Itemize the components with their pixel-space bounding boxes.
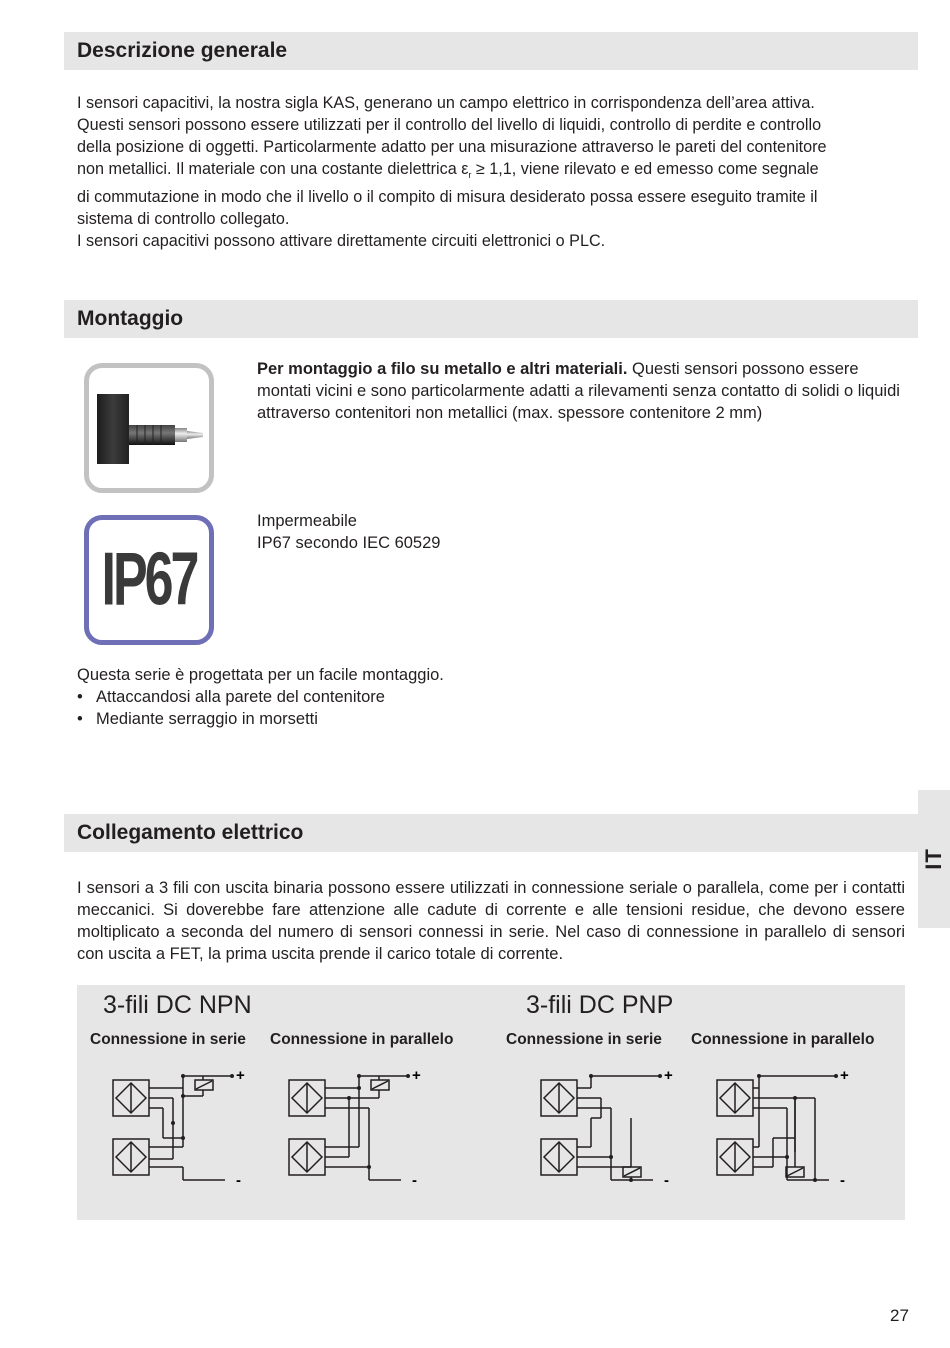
section-title: Montaggio <box>77 307 184 330</box>
bullet: • <box>77 710 83 728</box>
ip-line: Impermeabile <box>257 512 357 530</box>
flush-mount-icon <box>84 363 214 493</box>
wiring-diagrams-panel <box>77 985 905 1220</box>
epsilon-symbol: ε <box>461 160 469 178</box>
minus-sign: - <box>236 1172 241 1188</box>
pnp-series-label: Connessione in serie <box>506 1031 662 1048</box>
list-item <box>77 686 444 708</box>
ip67-icon <box>84 515 214 645</box>
section-title: Descrizione generale <box>77 39 288 62</box>
bullet: • <box>77 688 83 706</box>
list-item-text: Attaccandosi alla parete del contenitore <box>96 688 385 706</box>
npn-parallel-diagram <box>287 1068 427 1188</box>
text-line: di commutazione in modo che il livello o il compito di misura desiderato possa essere eseguito tramite il <box>77 188 818 207</box>
pnp-parallel-diagram <box>715 1068 855 1188</box>
section-header-collegamento <box>64 814 918 852</box>
text-line: I sensori capacitivi possono attivare direttamente circuiti elettronici o PLC. <box>77 232 606 251</box>
mount-text: Questi sensori possono essere montati vicini e sono particolarmente adatti a rilevamenti senza contatto di solidi o liquidi attraverso contenitori non metallici (max. spessore contenitore 2 mm) <box>257 360 900 422</box>
text-line: Questi sensori possono essere utilizzati per il controllo del livello di liquidi, controllo di perdite e controllo <box>77 116 822 134</box>
list-intro: Questa serie è progettata per un facile montaggio. <box>77 666 444 684</box>
plus-sign: + <box>236 1068 245 1084</box>
subscript: r <box>468 170 472 181</box>
text-line <box>77 158 905 186</box>
text-fragment: ≥ 1,1, viene rilevato e ed emesso come segnale <box>471 160 819 178</box>
language-tab-label: IT <box>921 848 946 870</box>
npn-series-label: Connessione in serie <box>90 1031 246 1048</box>
text-fragment: non metallici. Il materiale con una costante dielettrica <box>77 160 462 178</box>
text-line: sistema di controllo collegato. <box>77 210 290 229</box>
pnp-title: 3-fili DC PNP <box>526 991 674 1019</box>
ip-line: IP67 secondo IEC 60529 <box>257 534 441 552</box>
section-header-descrizione <box>64 32 918 70</box>
ip67-icon-text: IP67 <box>101 537 197 623</box>
description-paragraph <box>77 92 905 252</box>
plus-sign: + <box>840 1068 849 1084</box>
section-header-montaggio <box>64 300 918 338</box>
npn-parallel-label: Connessione in parallelo <box>270 1031 454 1048</box>
ip-description <box>257 510 905 554</box>
connection-text: I sensori a 3 fili con uscita binaria possono essere utilizzati in connessione seriale o parallela, come per i contatti meccanici. Si doverebbe fare attenzione alle cadute di corrente e alle tensioni residue, che devono essere moltiplicato a seconda del numero di sensori connessi in serie. Nel caso di connessione in parallelo di sensori con uscita a FET, la prima uscita prende il carico totale di corrente. <box>77 879 905 963</box>
mount-description <box>257 358 905 424</box>
list-item <box>77 708 444 730</box>
language-tab <box>918 790 950 928</box>
section-title: Collegamento elettrico <box>77 821 304 844</box>
text-line: I sensori capacitivi, la nostra sigla KAS, generano un campo elettrico in corrispondenza dell’area attiva. <box>77 94 815 112</box>
page-number: 27 <box>890 1306 909 1325</box>
pnp-parallel-label: Connessione in parallelo <box>691 1031 875 1048</box>
list-item-text: Mediante serraggio in morsetti <box>96 710 318 728</box>
pnp-series-diagram <box>539 1068 679 1188</box>
npn-title: 3-fili DC NPN <box>103 991 252 1019</box>
plus-sign: + <box>664 1068 673 1084</box>
plus-sign: + <box>412 1068 421 1084</box>
mount-bold-text: Per montaggio a filo su metallo e altri materiali. <box>257 360 628 378</box>
mounting-list <box>77 664 444 730</box>
connection-paragraph <box>77 877 905 965</box>
minus-sign: - <box>664 1172 669 1188</box>
minus-sign: - <box>412 1172 417 1188</box>
text-line: della posizione di oggetti. Particolarmente adatto per una misurazione attraverso le pareti del contenitore <box>77 138 827 156</box>
minus-sign: - <box>840 1172 845 1188</box>
npn-series-diagram <box>111 1068 251 1188</box>
